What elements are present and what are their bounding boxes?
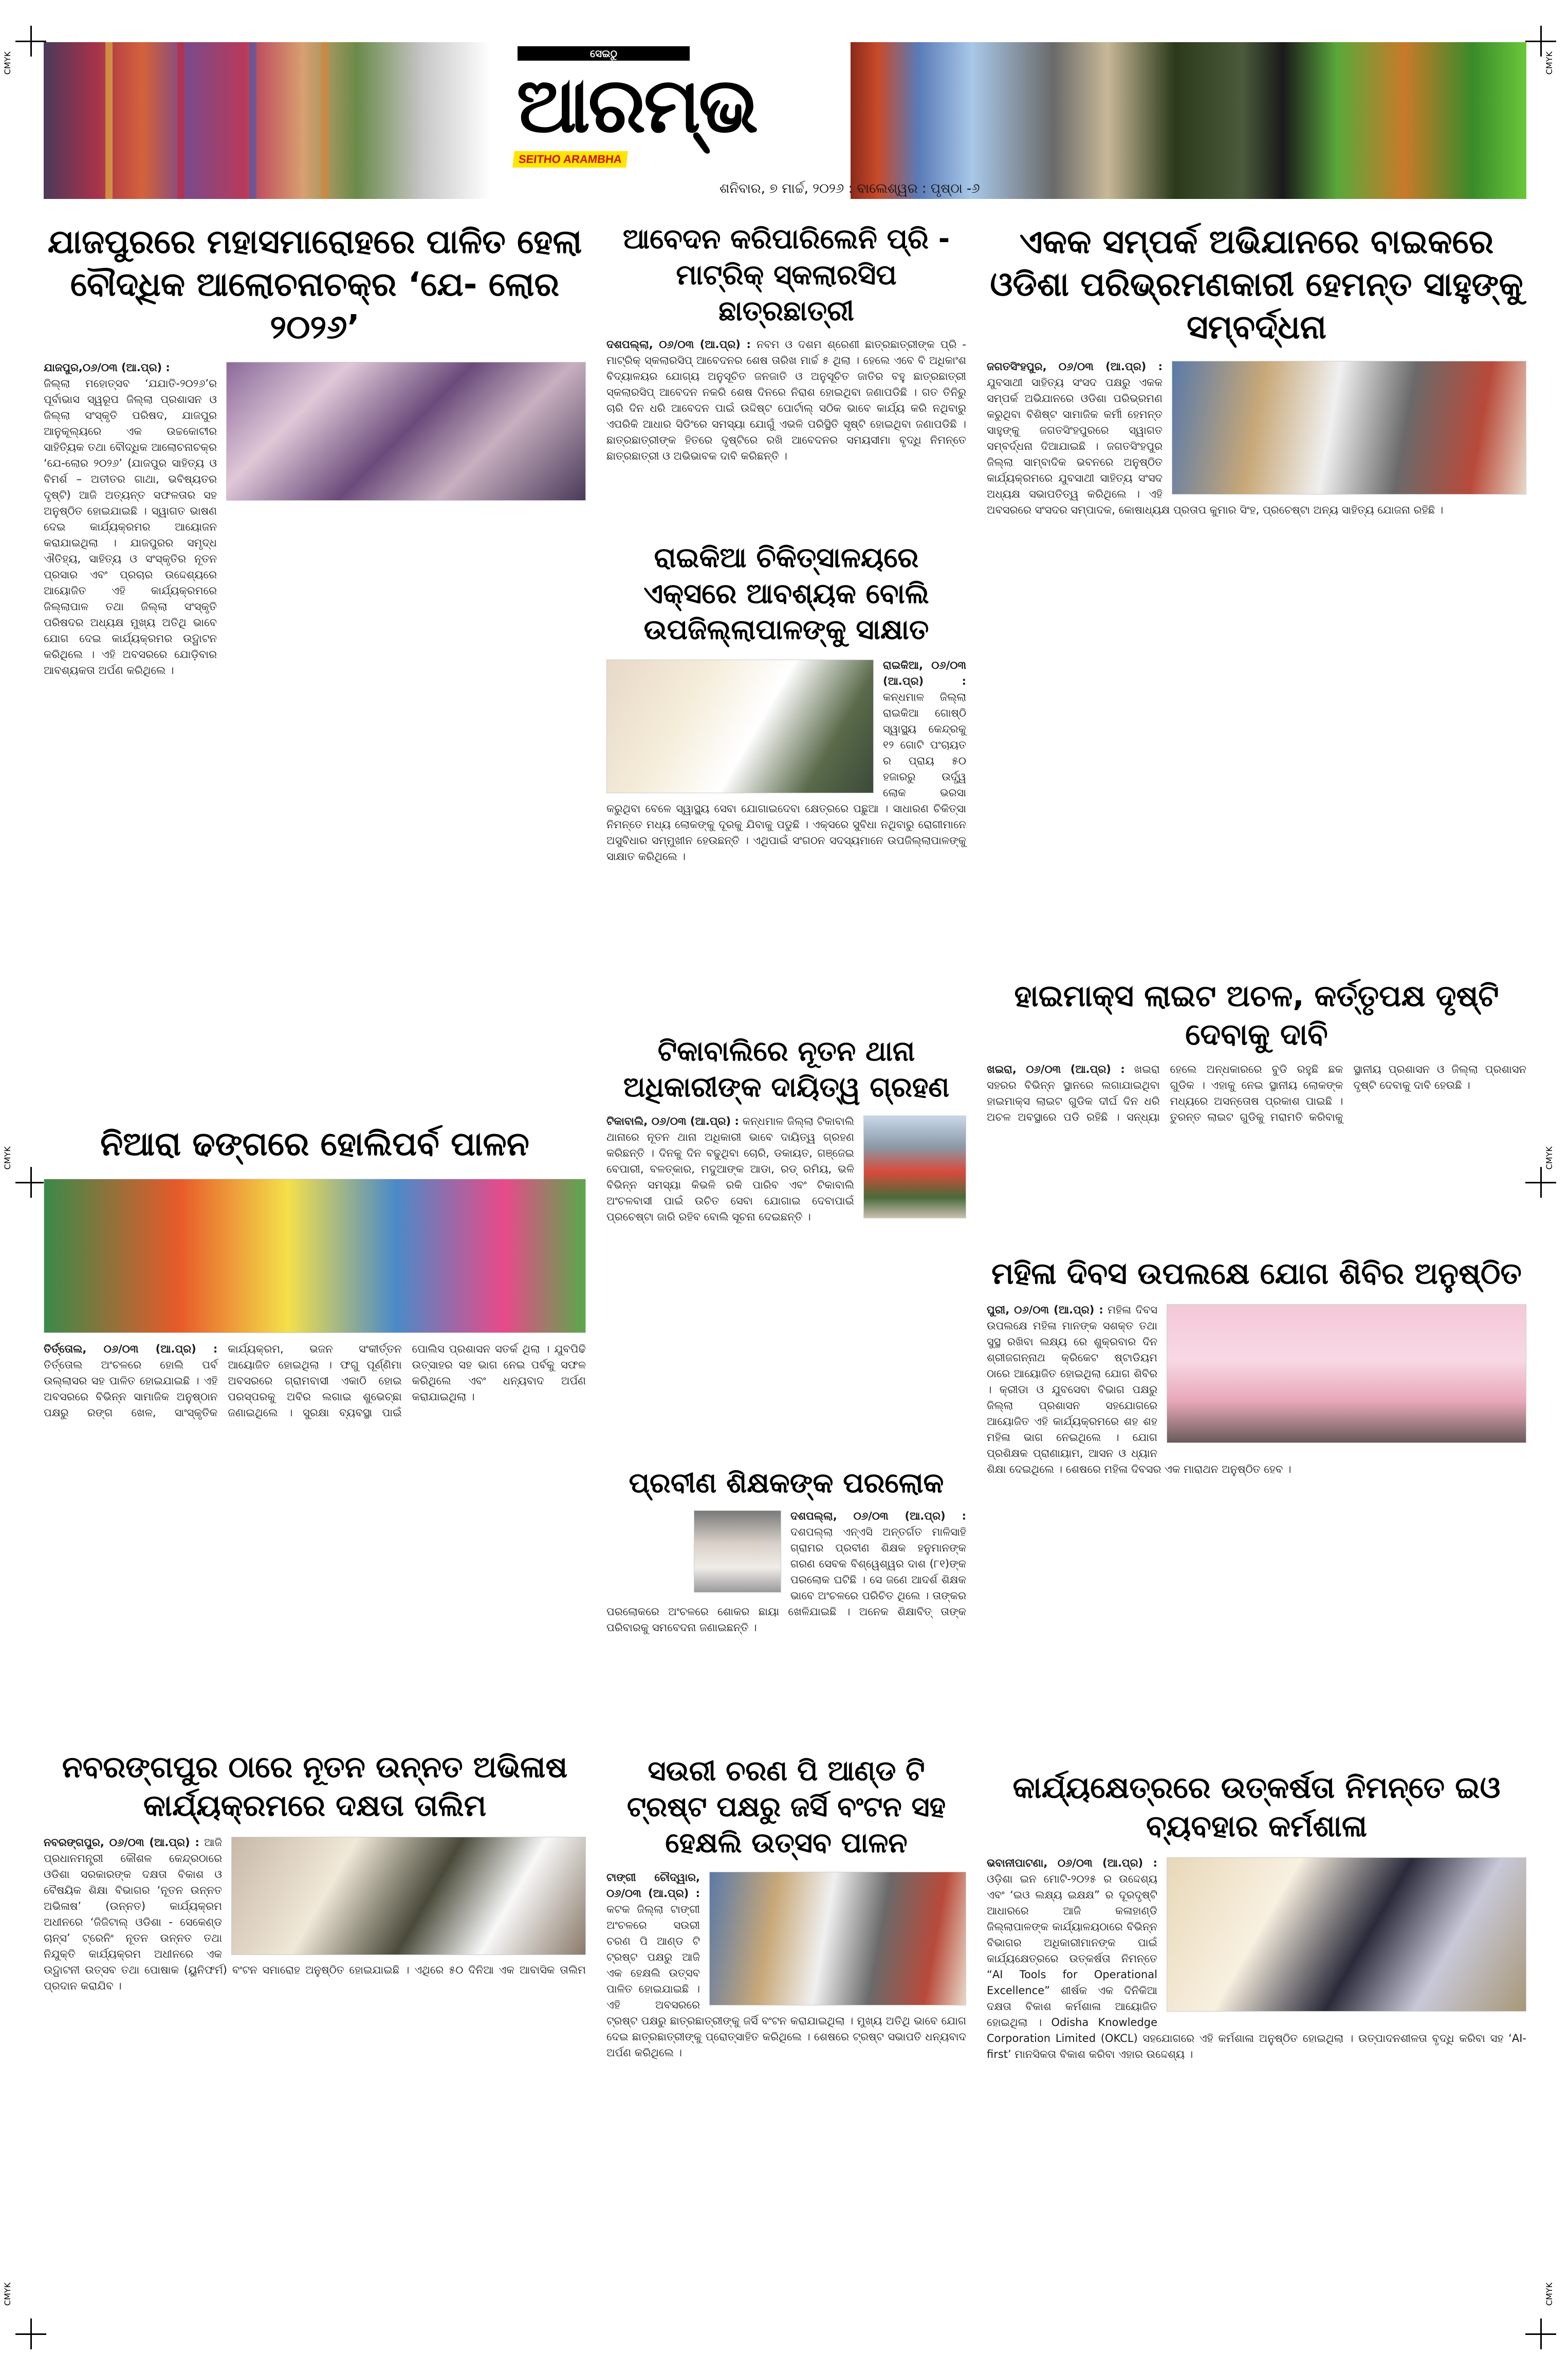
article-nabarangpur <box>44 1748 586 1994</box>
body-jajpur: ଜିଲ୍ଲା ମହୋତ୍ସବ ‘ଯଯାତି-୨୦୨୬’ର ପୂର୍ବାଭାସ ସ୍ୱରୂପ ଜିଲ୍ଲା ପ୍ରଶାସନ ଓ ଜିଲ୍ଲା ସଂସ୍କୃତି ପରିଷଦ, ଯାଜପୁର ଆନୁକୂଲ୍ୟରେ ଏକ ଉଚ୍ଚକୋଟୀର ସାହିତ୍ୟିକ ତଥା ବୌଦ୍ଧିକ ଆଲୋଚନାଚକ୍ର ‘ଯେ-ଲୋର ୨୦୨୬’ (ଯାଜପୁର ସାହିତ୍ୟ ଓ ବିମର୍ଶ – ଅତୀତର ଗାଥା, ଭବିଷ୍ୟତର ଦୃଷ୍ଟି) ଆଜି ଅତ୍ୟନ୍ତ ସଫଳତାର ସହ ଅନୁଷ୍ଠିତ ହୋଇଯାଇଛି । ସ୍ୱାଗତ ଭାଷଣ ଦେଇ କାର୍ଯ୍ୟକ୍ରମର ଆୟୋଜନ କରାଯାଇଥିଲା । ଯାଜପୁରର ସମୃଦ୍ଧ ଐତିହ୍ୟ, ସାହିତ୍ୟ ଓ ସଂସ୍କୃତିର ନୂତନ ପ୍ରସାର ଏବଂ ପ୍ରଚାର ଉଦ୍ଦେଶ୍ୟରେ ଆୟୋଜିତ ଏହି କାର୍ଯ୍ୟକ୍ରମରେ ଜିଲ୍ଲାପାଳ ତଥା ଜିଲ୍ଲା ସଂସ୍କୃତି ପରିଷଦର ଅଧ୍ୟକ୍ଷ ମୁଖ୍ୟ ଅତିଥି ଭାବେ ଯୋଗ ଦେଇ କାର୍ଯ୍ୟକ୍ରମର ଉଦ୍ଘାଟନ କରିଥିଲେ । ଏହି ଅବସରରେ ଯୋଡ଼ିବାର ଆବଶ୍ୟକତା ଅର୍ପଣ କରିଥିଲେ । <box>44 377 217 677</box>
headline-raikia: ରାଇକିଆ ଚିକିତ୍ସାଳୟରେ ଏକ୍ସରେ ଆବଶ୍ୟକ ବୋଲି ଉପଜିଲ୍ଲାପାଳଙ୍କୁ ସାକ୍ଷାତ <box>643 541 929 646</box>
body-tikabali: କନ୍ଧମାଳ ଜିଲ୍ଲା ଟିକାବାଲି ଥାନାରେ ନୂତନ ଥାନା ଅଧିକାରୀ ଭାବେ ଦାୟିତ୍ୱ ଗ୍ରହଣ କରିଛନ୍ତି । ଦିନକୁ ଦିନ ବଢୁଥିବା ଚୋରି, ଡକାୟତ, ଗଞ୍ଜେଇ ବେପାରୀ, ବଳତ୍କାର, ମଦୁଆଙ୍କ ଆଡା, ରଡ୍ ରମିୟ, ଭଳି ବିଭିନ୍ନ ସମସ୍ୟା କିଭଳି ରକି ପାରିବ ଏବଂ ଟିକାବାଲି ଅଂଚଳବାସୀ ପାଇଁ ଉଚିତ ସେବା ଯୋଗାଇ ଦେବାପାଇଁ ପ୍ରଚେଷ୍ଟା ଜାରି ରହିବ ବୋଲି ସୂଚନା ଦେଇଛନ୍ତି । <box>606 1115 854 1223</box>
dateline-obituary: ଦଶପଲ୍ଲା, ୦୬/୦୩ (ଆ.ପ୍ର) : <box>790 1510 966 1523</box>
article-ai-workshop <box>987 1768 1526 2062</box>
dateline-yoga: ପୁରୀ, ୦୬/୦୩ (ଆ.ପ୍ର) : <box>987 1304 1103 1317</box>
article-yoga <box>987 1254 1526 1477</box>
body-obituary: ଦଶପଲ୍ଲା ଏନ୍ଏସି ଅନ୍ତର୍ଗତ ମାଳିସାହି ଗ୍ରାମର ପ୍ରବୀଣ ଶିକ୍ଷକ ହନୁମାନଙ୍କ ଗରଣ ସେବକ ବିଶ୍ୱେଶ୍ୱର ଦାଶ (୮୧)ଙ୍କ ପରଲୋକ ଘଟିଛି । ସେ ଜଣେ ଆଦର୍ଶ ଶିକ୍ଷକ ଭାବେ ଅଂଚଳରେ ପରିଚିତ ଥିଲେ । ତାଙ୍କର ପରଲୋକରେ ଅଂଚଳରେ ଶୋକର ଛାୟା ଖେଳିଯାଇଛି । ଅନେକ ଶିକ୍ଷାବିତ୍ ତାଙ୍କ ପରିବାରକୁ ସମବେଦନା ଜଣାଇଛନ୍ତି । <box>606 1526 966 1634</box>
photo-nabarangpur-training <box>231 1837 586 1955</box>
body-holi: ତିର୍ତ୍ତୋଲ ଅଂଚଳରେ ହୋଲି ପର୍ବ ଉଲ୍ଲାସର ସହ ପାଳିତ ହୋଇଯାଇଛି । ଏହି ଅବସରରେ ବିଭିନ୍ନ ସାମାଜିକ ଅନୁଷ୍ଠାନ ପକ୍ଷରୁ ରଙ୍ଗ ଖେଳ, ସାଂସ୍କୃତିକ କାର୍ଯ୍ୟକ୍ରମ, ଭଜନ ସଂକୀର୍ତ୍ତନ ଆୟୋଜିତ ହୋଇଥିଲା । ଫଗୁ ପୂର୍ଣ୍ଣିମା ଅବସରରେ ଗ୍ରାମବାସୀ ଏକାଠି ହୋଇ ପରସ୍ପରକୁ ଅବିର ଲଗାଇ ଶୁଭେଚ୍ଛା ଜଣାଇଥିଲେ । ସୁରକ୍ଷା ବ୍ୟବସ୍ଥା ପାଇଁ ପୋଲିସ ପ୍ରଶାସନ ସତର୍କ ଥିଲା । ଯୁବପିଢି ଉତ୍ସାହର ସହ ଭାଗ ନେଇ ପର୍ବକୁ ସଫଳ କରିଥିଲେ ଏବଂ ଧନ୍ୟବାଦ ଅର୍ପଣ କରାଯାଇଥିଲା । <box>44 1343 586 1419</box>
article-haimast <box>987 977 1526 1125</box>
dateline-prematric: ଦଶପଲ୍ଲା, ୦୬/୦୩ (ଆ.ପ୍ର) : <box>606 338 751 351</box>
headline-jajpur: ଯାଜପୁରରେ ମହାସମାରୋହରେ ପାଳିତ ହେଲା ବୌଦ୍ଧିକ ଆଲୋଚନାଚକ୍ର ‘ଯେ- ଲୋର ୨୦୨୬’ <box>47 223 582 347</box>
dateline-ai-workshop: ଭବାନୀପାଟଣା, ୦୬/୦୩ (ଆ.ପ୍ର) : <box>987 1856 1157 1869</box>
article-jajpur <box>44 221 586 679</box>
dateline-ekaka: ଜଗତସିଂହପୁର, ୦୬/୦୩ (ଆ.ପ୍ର) : <box>987 360 1163 373</box>
article-obituary <box>606 1465 966 1636</box>
headline-prematric: ଆବେଦନ କରିପାରିଲେନି ପ୍ରି - ମାଟ୍ରିକ୍ ସ୍କଲାରସିପ ଛାତ୍ରଛାତ୍ରୀ <box>622 223 950 327</box>
dateline-holi: ତିର୍ତ୍ତୋଲ, ୦୬/୦୩ (ଆ.ପ୍ର) : <box>44 1343 218 1356</box>
headline-nabarangpur: ନବରଙ୍ଗପୁର ଠାରେ ନୂତନ ଉନ୍ନତ ଅଭିଳାଷ କାର୍ଯ୍ୟକ୍ରମରେ ଦକ୍ଷତା ତାଲିମ <box>62 1749 568 1823</box>
headline-ekaka: ଏକକ ସମ୍ପର୍କ ଅଭିଯାନରେ ବାଇକରେ ଓଡିଶା ପରିଭ୍ରମଣକାରୀ ହେମନ୍ତ ସାହୁଙ୍କୁ ସମ୍ବର୍ଦ୍ଧନା <box>990 223 1523 347</box>
dateline-haimast: ଖଇରା, ୦୬/୦୩ (ଆ.ପ୍ର) : <box>987 1063 1125 1075</box>
article-holi <box>44 1123 586 1421</box>
body-jersey: କଟକ ଜିଲ୍ଲା ଟାଙ୍ଗୀ ଅଂଚଳରେ ସଉରୀ ଚରଣ ପି ଆଣ୍ଡ ଟି ଟ୍ରଷ୍ଟ ପକ୍ଷରୁ ଆଜି ଏକ ହେକ୍ଷଲି ଉତ୍ସବ ପାଳିତ ହୋଇଯାଇଛି । ଏହି ଅବସରରେ ଟ୍ରଷ୍ଟ ପକ୍ଷରୁ ଛାତ୍ରଛାତ୍ରୀଙ୍କୁ ଜର୍ସି ବଂଟନ କରାଯାଇଥିଲା । ମୁଖ୍ୟ ଅତିଥି ଭାବେ ଯୋଗ ଦେଇ ଛାତ୍ରଛାତ୍ରୀଙ୍କୁ ପ୍ରୋତ୍ସାହିତ କରିଥିଲେ । ଶେଷରେ ଟ୍ରଷ୍ଟ ସଭାପତି ଧନ୍ୟବାଦ ଅର୍ପଣ କରିଥିଲେ । <box>606 1903 966 2059</box>
headline-holi: ନିଆରା ଢଙ୍ଗରେ ହୋଲିପର୍ବ ପାଳନ <box>100 1125 529 1163</box>
article-ekaka <box>987 221 1526 518</box>
masthead-photo-left <box>44 42 491 199</box>
headline-obituary: ପ୍ରବୀଣ ଶିକ୍ଷକଙ୍କ ପରଲୋକ <box>629 1467 944 1499</box>
article-prematric <box>606 221 966 464</box>
body-ai-workshop: ଓଡ଼ିଶା ଇନ ମୋଟି-୨୦୨୫ ର ଉଦ୍ଦେଶ୍ୟ ଏବଂ ‘ଇଓ ଲକ୍ଷ୍ୟ ଇକ୍ଷକ୍ଷ” ର ଦୂରଦୃଷ୍ଟି ଆଧାରରେ ଆଜି କଳାହାଣ୍ଡି ଜିଲ୍ଲାପାଳଙ୍କ କାର୍ଯ୍ୟାଳୟଠାରେ ବିଭିନ୍ନ ବିଭାଗର ଅଧିକାରୀମାନଙ୍କ ପାଇଁ କାର୍ଯ୍ୟକ୍ଷେତ୍ରରେ ଉତ୍କର୍ଷତା ନିମନ୍ତେ “AI Tools for Operational Excellence” ଶୀର୍ଷକ ଏକ ଦିନିକିଆ ଦକ୍ଷତା ବିକାଶ କର୍ମଶାଳା ଆୟୋଜିତ ହୋଇଥିଲା । Odisha Knowledge Corporation Limited (OKCL) ସହଯୋଗରେ ଏହି କର୍ମଶାଳା ଅନୁଷ୍ଠିତ ହୋଇଥିଲା । ଉତ୍ପାଦନଶୀଳତା ବୃଦ୍ଧି କରିବା ସହ ‘AI-first’ ମାନସିକତା ବିକାଶ କରିବା ଏହାର ଉଦ୍ଦେଶ୍ୟ । <box>987 1872 1526 2060</box>
issue-dateline: ଶନିବାର, ୭ ମାର୍ଚ୍ଚ, ୨୦୨୬ : ବାଲେଶ୍ୱର : ପୃଷ୍ଠା -୬ <box>720 181 980 196</box>
photo-jersey-distribution <box>709 1872 966 2005</box>
masthead <box>44 42 1526 202</box>
dateline-jajpur: ଯାଜପୁର,୦୬/୦୩ (ଆ.ପ୍ର) : <box>44 361 170 374</box>
photo-jajpur-seminar <box>226 362 586 501</box>
headline-tikabali: ଟିକାବାଲିରେ ନୂତନ ଥାନା ଅଧିକାରୀଙ୍କ ଦାୟିତ୍ୱ ଗ୍ରହଣ <box>623 1035 950 1104</box>
logo-tagline: ସେଇଠୁ <box>518 46 690 61</box>
article-tikabali <box>606 1033 966 1225</box>
photo-ai-workshop <box>1167 1857 1526 2012</box>
registration-mark-bottom-left <box>15 2318 46 2349</box>
photo-womens-day-yoga <box>1167 1304 1526 1443</box>
body-yoga: ମହିଳା ଦିବସ ଉପଲକ୍ଷେ ମହିଳା ମାନଙ୍କ ସଶକ୍ତ ତଥା ସୁସ୍ଥ ରଖିବା ଲକ୍ଷ୍ୟ ରେ ଶୁକ୍ରବାର ଦିନ ଶ୍ରୀଜଗନ୍ନାଥ କ୍ରିକେଟ ଷ୍ଟାଡିୟମ ଠାରେ ଆୟୋଜିତ ହୋଇଥିଲା ଯୋଗ ଶିବିର । କ୍ରୀଡା ଓ ଯୁବସେବା ବିଭାଗ ପକ୍ଷରୁ ଜିଲ୍ଲା ପ୍ରଶାସନ ସହଯୋଗରେ ଆୟୋଜିତ ଏହି କାର୍ଯ୍ୟକ୍ରମରେ ଶହ ଶହ ମହିଳା ଭାଗ ନେଇଥିଲେ । ଯୋଗ ପ୍ରଶିକ୍ଷକ ପ୍ରାଣାୟାମ, ଆସନ ଓ ଧ୍ୟାନ ଶିକ୍ଷା ଦେଇଥିଲେ । ଶେଷରେ ମହିଳା ଦିବସର ଏକ ମାରାଥନ ଅନୁଷ୍ଠିତ ହେବ । <box>987 1304 1292 1476</box>
logo-title: ଆରମ୍ଭ <box>516 61 757 150</box>
dateline-raikia: ରାଇକିଆ, ୦୬/୦୩ (ଆ.ପ୍ର) : <box>883 659 966 687</box>
photo-police-officer <box>863 1116 966 1218</box>
headline-yoga: ମହିଳା ଦିବସ ଉପଲକ୍ଷେ ଯୋଗ ଶିବିର ଅନୁଷ୍ଠିତ <box>991 1256 1522 1291</box>
cmyk-label-mid-left: CMYK <box>3 1146 12 1170</box>
registration-mark-mid-left <box>15 1167 46 1198</box>
logo-title-english: SEITHO ARAMBHA <box>512 151 628 168</box>
cmyk-label-bottom-left: CMYK <box>3 2282 12 2306</box>
article-raikia <box>606 540 966 865</box>
cmyk-label-top-left: CMYK <box>3 51 12 75</box>
photo-teacher-portrait <box>694 1510 781 1593</box>
registration-mark-mid-right <box>1525 1167 1556 1198</box>
dateline-tikabali: ଟିକାବାଲି, ୦୬/୦୩ (ଆ.ପ୍ର) : <box>606 1115 739 1128</box>
article-jersey <box>606 1753 966 2061</box>
cmyk-label-mid-right: CMYK <box>1544 1146 1554 1170</box>
headline-ai-workshop: କାର୍ଯ୍ୟକ୍ଷେତ୍ରରେ ଉତ୍କର୍ଷତା ନିମନ୍ତେ ଇଓ ବ୍ୟବହାର କର୍ମଶାଳା <box>1012 1770 1501 1844</box>
body-raikia: କନ୍ଧମାଳ ଜିଲ୍ଲା ରାଇକିଆ ଗୋଷ୍ଠି ସ୍ୱାସ୍ଥ୍ୟ କେନ୍ଦ୍ରକୁ ୧୨ ଗୋଟି ପଂଚାୟତ ର ପ୍ରାୟ ୫୦ ହଜାରରୁ ଉର୍ଦ୍ଧ୍ୱ ଲୋକ ଭରସା କରୁଥିବା ବେଳେ ସ୍ୱାସ୍ଥ୍ୟ ସେବା ଯୋଗାଇଦେବା କ୍ଷେତ୍ରରେ ପଛୁଆ । ସାଧାରଣ ଚିକିତ୍ସା ନିମନ୍ତେ ମଧ୍ୟ ଲୋକଙ୍କୁ ଦୂରକୁ ଯିବାକୁ ପଡୁଛି । ଏକ୍ସରେ ସୁବିଧା ନଥିବାରୁ ରୋଗୀମାନେ ଅସୁବିଧାର ସମ୍ମୁଖୀନ ହେଉଛନ୍ତି । ଏଥିପାଇଁ ସଂଗଠନ ସଦସ୍ୟମାନେ ଉପଜିଲ୍ଲାପାଳଙ୍କୁ ସାକ୍ଷାତ କରିଥିଲେ । <box>606 690 966 863</box>
dateline-jersey: ଟାଙ୍ଗୀ ଚୌଦ୍ୱାର, ୦୬/୦୩ (ଆ.ପ୍ର) : <box>606 1871 700 1900</box>
registration-mark-bottom-right <box>1525 2318 1556 2349</box>
newspaper-logo <box>511 42 794 202</box>
dateline-nabarangpur: ନବରଙ୍ଗପୁର, ୦୬/୦୩ (ଆ.ପ୍ର) : <box>44 1836 199 1849</box>
photo-holi-celebration <box>44 1179 586 1333</box>
photo-raikia-delegation <box>606 660 874 793</box>
body-ekaka: ଯୁବସାଥୀ ସାହିତ୍ୟ ସଂସଦ ପକ୍ଷରୁ ଏକକ ସମ୍ପର୍କ ଅଭିଯାନରେ ଓଡିଶା ପରିଭ୍ରମଣ କରୁଥିବା ବିଶିଷ୍ଟ ସାମାଜିକ କର୍ମୀ ହେମନ୍ତ ସାହୁଙ୍କୁ ଜଗତସିଂହପୁରରେ ସ୍ୱାଗତ ସମ୍ବର୍ଦ୍ଧନା ଦିଆଯାଇଛି । ଜଗତସିଂହପୁର ଜିଲ୍ଲା ସାମ୍ବାଦିକ ଭବନରେ ଅନୁଷ୍ଠିତ କାର୍ଯ୍ୟକ୍ରମରେ ଯୁବସାଥୀ ସାହିତ୍ୟ ସଂସଦ ଅଧ୍ୟକ୍ଷ ସଭାପତିତ୍ୱ କରିଥିଲେ । ଏହି ଅବସରରେ ସଂସଦର ସମ୍ପାଦକ, କୋଷାଧ୍ୟକ୍ଷ ପ୍ରତାପ କୁମାର ସିଂହ, ପ୍ରଚେଷ୍ଟା ଅନ୍ୟ ସାହିତ୍ୟ ଯୋଜନା ରହିଛି । <box>987 376 1444 516</box>
body-prematric: ନବମ ଓ ଦଶମ ଶ୍ରେଣୀ ଛାତ୍ରଛାତ୍ରୀଙ୍କ ପ୍ରି - ମାଟ୍ରିକ୍ ସ୍କଲାରସିପ୍ ଆବେଦନର ଶେଷ ତାରିଖ ମାର୍ଚ୍ଚ ୫ ଥିଲା । ହେଲେ ଏବେ ବି ଅଧିକାଂଶ ବିଦ୍ୟାଳୟର ଯୋଗ୍ୟ ଅନୁସୂଚିତ ଜନଜାତି ଓ ଅନୁସୂଚିତ ଜାତିର ବହୁ ଛାତ୍ରଛାତ୍ରୀ ସ୍କଲାରସିପ୍ ଆବେଦନ ନକରି ଶେଷ ଦିନରେ ନିରାଶ ହୋଇଥିବା ଜଣାପଡିଛି । ଗତ ତିନିରୁ ଚାରି ଦିନ ଧରି ଆବେଦନ ପାଇଁ ଉଦ୍ଦିଷ୍ଟ ପୋର୍ଟାଲ୍ ସଠିକ ଭାବେ କାର୍ଯ୍ୟ କରି ନଥିବାରୁ ଏପରିକି ଆଧାର ସିଡିଂରେ ସମସ୍ୟା ଯୋଗୁଁ ଏଭଳି ପରିସ୍ଥିତି ସୃଷ୍ଟି ହୋଇଥିବା ଜଣାପଡିଛି । ଛାତ୍ରଛାତ୍ରୀଙ୍କ ହିତରେ ଦୃଷ୍ଟିରେ ରଖି ଆବେଦନର ସମୟସୀମା ବୃଦ୍ଧି ନିମନ୍ତେ ଛାତ୍ରଛାତ୍ରୀ ଓ ଅଭିଭାବକ ଦାବି କରିଛନ୍ତି । <box>606 338 967 462</box>
body-nabarangpur: ଆଜି ପ୍ରଧାନମନ୍ତ୍ରୀ କୌଶଳ କେନ୍ଦ୍ରଠାରେ ଓଡିଶା ସରକାରଙ୍କ ଦକ୍ଷତା ବିକାଶ ଓ ବୈଷୟିକ ଶିକ୍ଷା ବିଭାଗର ‘ନୂତନ ଉନ୍ନତ ଅଭିଳାଷ’ (ଉନ୍ନତ) କାର୍ଯ୍ୟକ୍ରମ ଅଧୀନରେ ‘ଜିଜିଟାଲ୍ ଓଡିଶା - ସେକେଣ୍ଡ ଚାନ୍ସ’ ଟ୍ରେନିଂ ନୂତନ ଉନ୍ନତ ତଥା ନିଯୁକ୍ତି କାର୍ଯ୍ୟକ୍ରମ ଅଧୀନରେ ଏକ ଉଦ୍ଘାଟନୀ ଉତ୍ସବ ତଥା ପୋଷାକ (ୟୁନିଫର୍ମ) ବଂଟନ ସମାରୋହ ଅନୁଷ୍ଠିତ ହୋଇଯାଇଛି । ଏଥିରେ ୫୦ ଦିନିଆ ଏକ ଆବାସିକ ତାଲିମ ପ୍ରଦାନ କରାଯିବ । <box>44 1836 586 1992</box>
cmyk-label-bottom-right: CMYK <box>1544 2282 1554 2306</box>
cmyk-label-top-right: CMYK <box>1544 51 1554 75</box>
headline-haimast: ହାଇମାକ୍ସ ଲାଇଟ ଅଚଳ, କର୍ତ୍ତୃପକ୍ଷ ଦୃଷ୍ଟି ଦେବାକୁ ଦାବି <box>1014 978 1499 1052</box>
body-haimast: ଖଇରା ସହରର ବିଭିନ୍ନ ସ୍ଥାନରେ ଲଗାଯାଇଥିବା ହାଇମାକ୍ସ ଲାଇଟ ଗୁଡିକ ଦୀର୍ଘ ଦିନ ଧରି ଅଚଳ ଅବସ୍ଥାରେ ପଡି ରହିଛି । ସନ୍ଧ୍ୟା ହେଲେ ଅନ୍ଧକାରରେ ବୁଡି ରହୁଛି ଛକ ଗୁଡିକ । ଏହାକୁ ନେଇ ସ୍ଥାନୀୟ ଲୋକଙ୍କ ମଧ୍ୟରେ ଅସନ୍ତୋଷ ପ୍ରକାଶ ପାଇଛି । ତୁରନ୍ତ ଲାଇଟ ଗୁଡିକୁ ମରାମତି କରିବାକୁ ସ୍ଥାନୀୟ ପ୍ରଶାସନ ଓ ଜିଲ୍ଲା ପ୍ରଶାସନ ଦୃଷ୍ଟି ଦେବାକୁ ଦାବି ହେଉଛି । <box>987 1063 1526 1123</box>
photo-hemanta-sahu-felicitation <box>1172 361 1526 495</box>
headline-jersey: ସଉରୀ ଚରଣ ପି ଆଣ୍ଡ ଟି ଟ୍ରଷ୍ଟ ପକ୍ଷରୁ ଜର୍ସି ବଂଟନ ସହ ହେକ୍ଷଲି ଉତ୍ସବ ପାଳନ <box>626 1755 946 1859</box>
masthead-photo-right <box>851 42 1526 199</box>
registration-mark-top-left <box>15 26 46 57</box>
